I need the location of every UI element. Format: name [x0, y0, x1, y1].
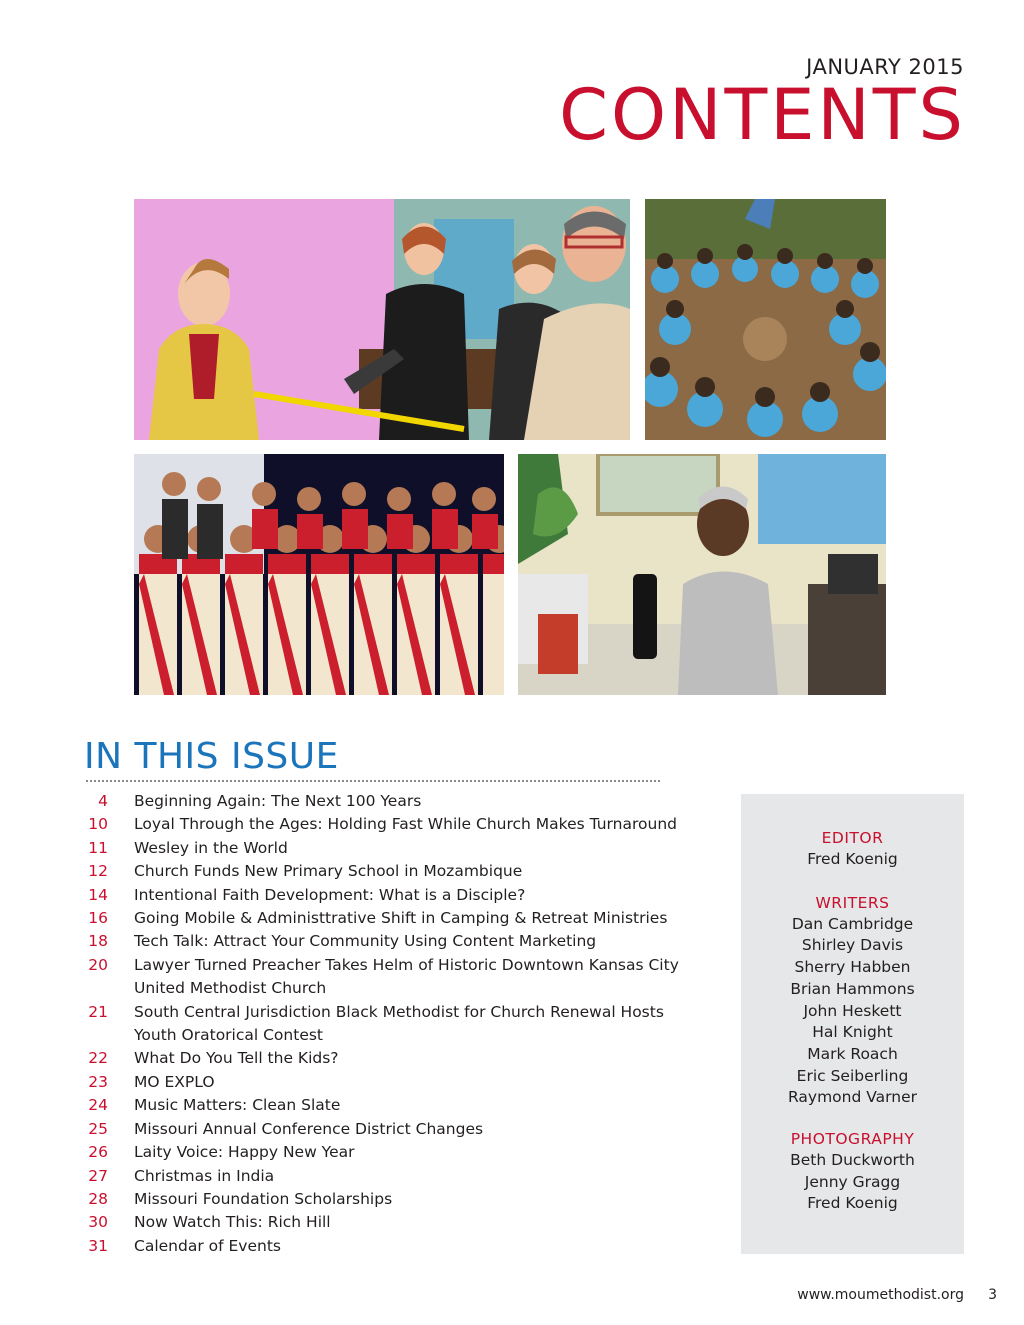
photography-heading: PHOTOGRAPHY	[790, 1130, 915, 1149]
toc-item[interactable]	[84, 1165, 684, 1188]
toc-item[interactable]	[84, 907, 684, 930]
toc-item-title	[134, 907, 667, 930]
photographer-name: Beth Duckworth	[790, 1151, 915, 1170]
toc-item-title	[134, 930, 596, 953]
toc-item-title	[134, 1165, 274, 1188]
toc-item[interactable]	[84, 860, 684, 883]
toc-page-number: 16	[88, 909, 108, 928]
toc-item[interactable]	[84, 1118, 684, 1141]
writer-name: John Heskett	[803, 1001, 902, 1020]
toc-page-number: 22	[88, 1049, 108, 1068]
toc-item[interactable]	[84, 1071, 684, 1094]
toc-item-title-line: South Central Jurisdiction Black Methodist for Church Renewal Hosts	[134, 1002, 664, 1021]
writer-name: Eric Seiberling	[796, 1066, 909, 1085]
toc-item-title-line: Wesley in the World	[134, 838, 288, 857]
writer-name: Shirley Davis	[801, 936, 904, 955]
heading-dotted-rule	[86, 780, 660, 782]
toc-item-title-line: Calendar of Events	[134, 1236, 281, 1255]
writer-name: Sherry Habben	[794, 958, 911, 977]
writer-list	[741, 914, 964, 1109]
toc-item-title	[134, 1071, 215, 1094]
toc-item-title	[134, 1141, 355, 1164]
photographer-list	[741, 1150, 964, 1215]
toc-page-number: 4	[98, 792, 108, 810]
toc-item[interactable]	[84, 1047, 684, 1070]
toc-page-number: 14	[88, 885, 108, 904]
issue-date: JANUARY 2015	[806, 55, 964, 79]
toc-item-title-line: Intentional Faith Development: What is a Disciple?	[134, 885, 526, 904]
page-title: CONTENTS	[559, 74, 966, 156]
toc-item-title-line: What Do You Tell the Kids?	[134, 1049, 339, 1068]
editor-list	[741, 849, 964, 871]
toc-item-title	[134, 1211, 331, 1234]
toc-item-title	[134, 813, 677, 836]
toc-page-number: 25	[88, 1119, 108, 1138]
toc-item[interactable]	[84, 1188, 684, 1211]
toc-page-number: 26	[88, 1143, 108, 1162]
toc-item[interactable]	[84, 813, 684, 836]
photographer-name: Jenny Gragg	[804, 1172, 901, 1191]
footer-website[interactable]: www.moumethodist.org	[797, 1287, 964, 1303]
outdoor-children-photo	[645, 199, 886, 440]
toc-item[interactable]	[84, 884, 684, 907]
toc-item[interactable]	[84, 1001, 684, 1048]
toc-page-number: 20	[88, 955, 108, 974]
toc-item-title-line: Tech Talk: Attract Your Community Using Content Marketing	[134, 932, 597, 951]
toc-item-title-line: Lawyer Turned Preacher Takes Helm of Historic Downtown Kansas City	[134, 955, 679, 974]
toc-page-number: 18	[88, 932, 108, 951]
toc-page-number: 24	[88, 1096, 108, 1115]
toc-item-title	[134, 837, 288, 860]
toc-item[interactable]	[84, 1094, 684, 1117]
writer-name: Brian Hammons	[790, 979, 915, 998]
table-of-contents	[84, 790, 684, 1258]
choir-photo	[134, 454, 504, 695]
office-photo	[518, 454, 886, 695]
toc-item-title-line: Missouri Annual Conference District Changes	[134, 1119, 484, 1138]
toc-item-title-line: Now Watch This: Rich Hill	[134, 1213, 331, 1232]
toc-item-title-continuation: Youth Oratorical Contest	[134, 1026, 324, 1045]
toc-item-title	[134, 1118, 483, 1141]
editor-name: Fred Koenig	[807, 850, 898, 868]
toc-item-title-line: Beginning Again: The Next 100 Years	[134, 792, 422, 810]
photographer-name: Fred Koenig	[807, 1194, 898, 1213]
toc-item-title	[134, 1001, 664, 1048]
toc-page-number: 31	[88, 1236, 108, 1255]
toc-item-title	[134, 1188, 392, 1211]
in-this-issue-heading: IN THIS ISSUE	[84, 736, 339, 777]
writer-name: Raymond Varner	[787, 1088, 917, 1107]
writer-name: Dan Cambridge	[791, 914, 914, 933]
staff-box	[741, 794, 964, 1254]
toc-item-title	[134, 1047, 339, 1070]
writers-heading: WRITERS	[815, 893, 890, 912]
toc-item[interactable]	[84, 1211, 684, 1234]
toc-item-title-line: Christmas in India	[134, 1166, 275, 1185]
toc-item-title-line: Going Mobile & Administtrative Shift in Camping & Retreat Ministries	[134, 909, 668, 928]
toc-page-number: 27	[88, 1166, 108, 1185]
toc-page-number: 21	[88, 1002, 108, 1021]
toc-item[interactable]	[84, 837, 684, 860]
toc-item-title-line: Missouri Foundation Scholarships	[134, 1189, 393, 1208]
toc-page-number: 28	[88, 1189, 108, 1208]
toc-page-number: 12	[88, 862, 108, 881]
toc-page-number: 11	[88, 838, 108, 857]
toc-item-title	[134, 1094, 340, 1117]
toc-item-title-line: Church Funds New Primary School in Mozambique	[134, 862, 523, 881]
toc-item-title-line: Laity Voice: Happy New Year	[134, 1143, 355, 1162]
toc-item-title-continuation: United Methodist Church	[134, 979, 327, 998]
writer-name: Mark Roach	[807, 1044, 898, 1063]
page-number: 3	[988, 1287, 997, 1303]
toc-item-title	[134, 790, 421, 813]
toc-item-title	[134, 954, 679, 1001]
toc-item[interactable]	[84, 1141, 684, 1164]
toc-item[interactable]	[84, 1235, 684, 1258]
toc-page-number: 30	[88, 1213, 108, 1232]
toc-item-title-line: Loyal Through the Ages: Holding Fast While Church Makes Turnaround	[134, 815, 677, 834]
toc-item-title	[134, 1235, 281, 1258]
toc-item[interactable]	[84, 790, 684, 813]
toc-page-number: 23	[88, 1072, 108, 1091]
toc-page-number: 10	[88, 815, 108, 834]
toc-item[interactable]	[84, 930, 684, 953]
toc-item[interactable]	[84, 954, 684, 1001]
toc-item-title-line: Music Matters: Clean Slate	[134, 1096, 341, 1115]
ribbon-cutting-photo	[134, 199, 630, 440]
toc-item-title	[134, 860, 522, 883]
writer-name: Hal Knight	[812, 1023, 893, 1042]
toc-item-title-line: MO EXPLO	[134, 1072, 215, 1091]
editor-heading: EDITOR	[821, 829, 884, 847]
toc-item-title	[134, 884, 525, 907]
